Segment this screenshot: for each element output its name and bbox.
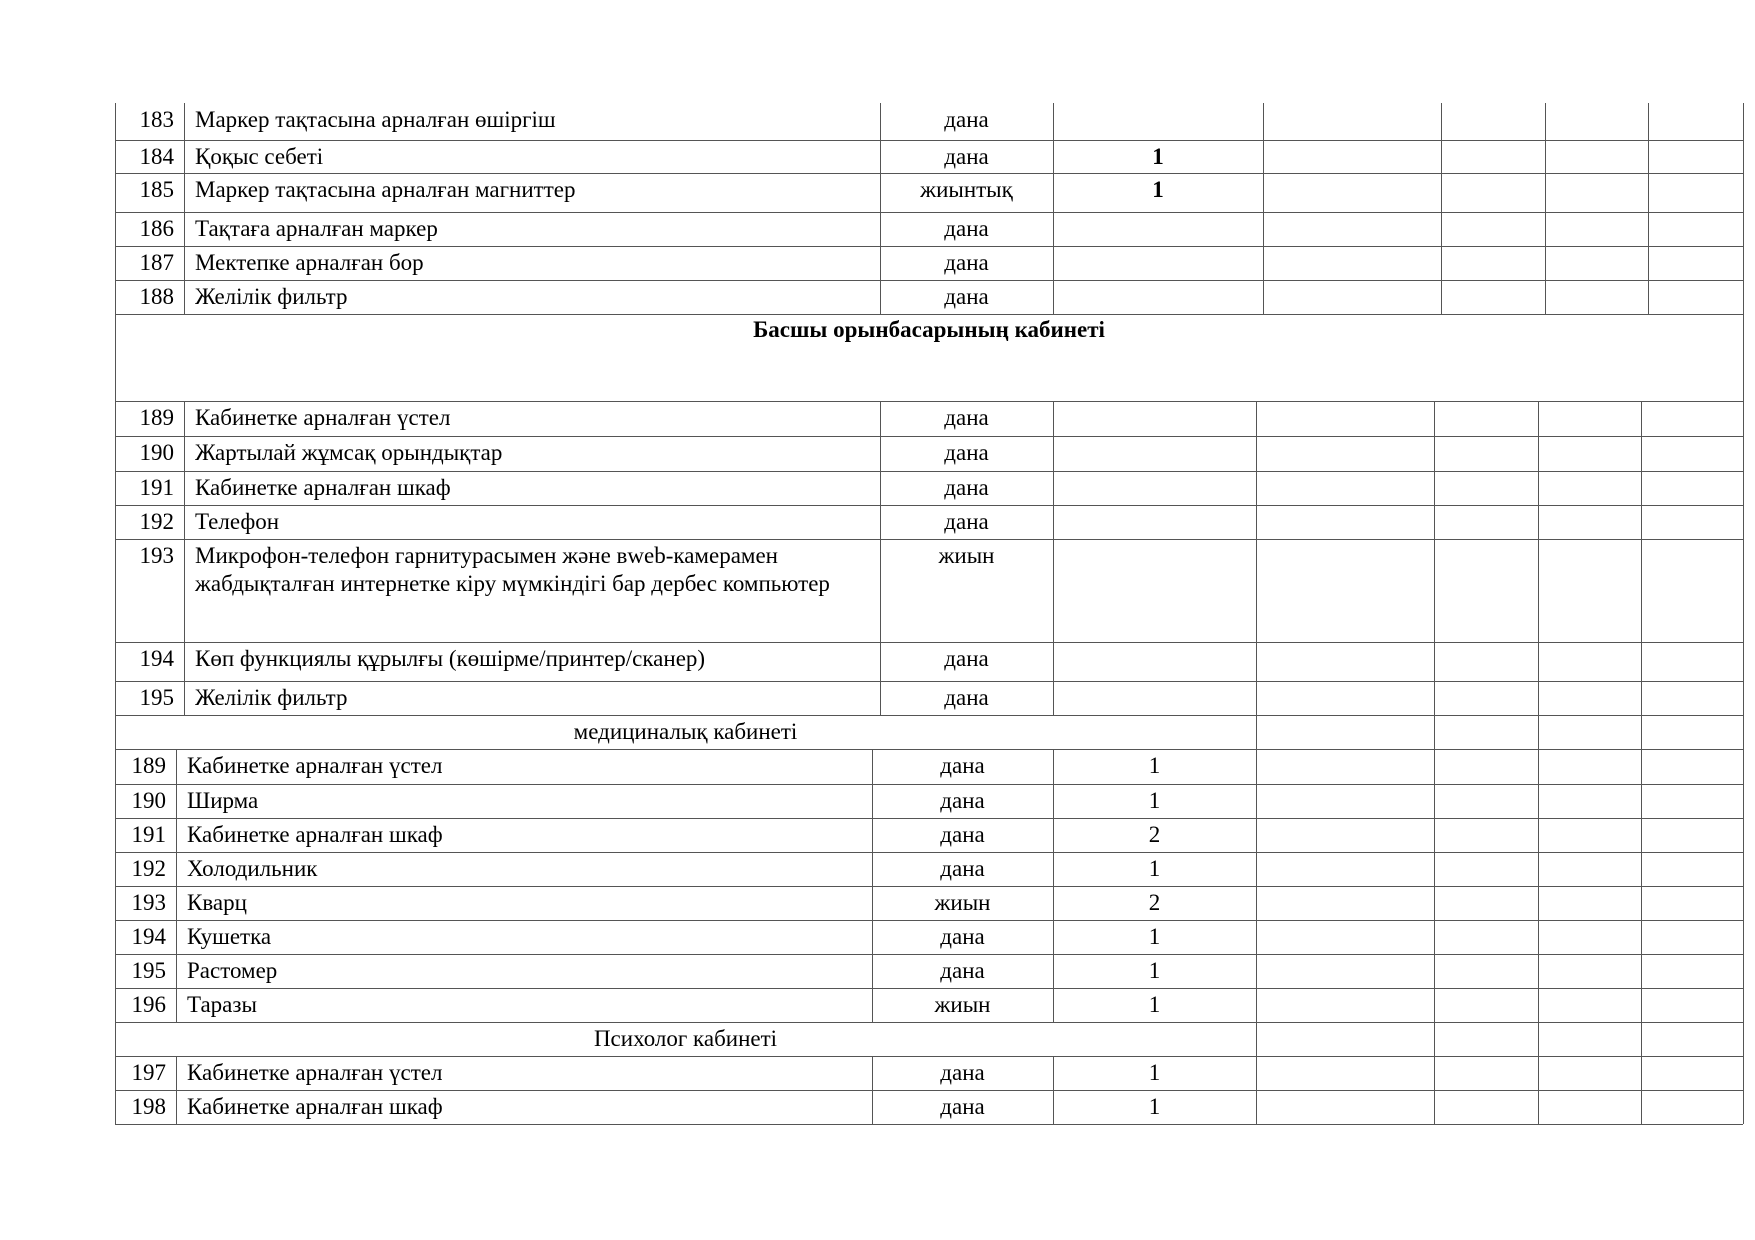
item-name: Маркер тақтасына арналған магниттер bbox=[195, 177, 576, 202]
row-number: 188 bbox=[139, 284, 174, 309]
item-name: Кабинетке арналған шкаф bbox=[195, 475, 451, 500]
unit-cell: дана bbox=[944, 475, 989, 500]
column-border bbox=[1441, 103, 1442, 314]
row-border bbox=[115, 471, 1743, 472]
column-border bbox=[1743, 749, 1744, 1022]
row-border bbox=[115, 642, 1743, 643]
row-number: 195 bbox=[131, 958, 166, 983]
item-name: Растомер bbox=[187, 958, 278, 983]
unit-cell: дана bbox=[944, 405, 989, 430]
item-name: Маркер тақтасына арналған өшіргіш bbox=[195, 107, 556, 132]
column-border bbox=[1434, 1022, 1435, 1056]
unit-cell: дана bbox=[944, 216, 989, 241]
column-border bbox=[1538, 1022, 1539, 1056]
row-number: 197 bbox=[131, 1060, 166, 1085]
unit-cell: жиын bbox=[934, 992, 991, 1017]
unit-cell: дана bbox=[944, 685, 989, 710]
item-name: Желілік фильтр bbox=[195, 284, 348, 309]
row-border bbox=[115, 886, 1743, 887]
row-border bbox=[115, 173, 1743, 174]
row-border bbox=[115, 715, 1743, 716]
row-number: 196 bbox=[131, 992, 166, 1017]
column-border bbox=[1743, 314, 1744, 401]
column-border bbox=[1538, 749, 1539, 1022]
item-name: Ширма bbox=[187, 788, 259, 813]
column-border bbox=[1053, 401, 1054, 715]
column-border bbox=[176, 749, 177, 1022]
column-border bbox=[1538, 401, 1539, 715]
row-number: 198 bbox=[131, 1094, 166, 1119]
item-name: Кушетка bbox=[187, 924, 272, 949]
unit-cell: дана bbox=[940, 856, 985, 881]
row-border bbox=[115, 784, 1743, 785]
unit-cell: дана bbox=[940, 822, 985, 847]
column-border bbox=[1641, 749, 1642, 1022]
row-border bbox=[115, 314, 1743, 315]
row-border bbox=[115, 1124, 1743, 1125]
unit-cell: дана bbox=[944, 509, 989, 534]
unit-cell: жиын bbox=[934, 890, 991, 915]
item-name: Желілік фильтр bbox=[195, 685, 348, 710]
item-name: Кабинетке арналған үстел bbox=[187, 753, 443, 778]
column-border bbox=[1256, 749, 1257, 1022]
column-border bbox=[1641, 1056, 1642, 1124]
item-name: Жартылай жұмсақ орындықтар bbox=[195, 440, 503, 465]
item-name: Микрофон-телефон гарнитурасымен және вweb-камерамен жабдықталған интернетке кіру мүмкіндігі бар дербес компьютер bbox=[195, 543, 830, 596]
row-number: 184 bbox=[139, 144, 174, 169]
unit-cell: дана bbox=[940, 1060, 985, 1085]
quantity-cell: 1 bbox=[1148, 992, 1161, 1017]
row-number: 187 bbox=[139, 250, 174, 275]
quantity-cell: 1 bbox=[1148, 958, 1161, 983]
column-border bbox=[1434, 715, 1435, 749]
row-border bbox=[115, 280, 1743, 281]
column-border bbox=[1648, 103, 1649, 314]
quantity-cell: 1 bbox=[1148, 753, 1161, 778]
row-number: 183 bbox=[139, 107, 174, 132]
item-name: Кабинетке арналған үстел bbox=[187, 1060, 443, 1085]
unit-cell: дана bbox=[940, 924, 985, 949]
item-name: Кварц bbox=[187, 890, 247, 915]
unit-cell: жиынтық bbox=[920, 177, 1013, 202]
column-border bbox=[1545, 103, 1546, 314]
row-number: 185 bbox=[139, 177, 174, 202]
column-border bbox=[1053, 103, 1054, 314]
item-name: Телефон bbox=[195, 509, 280, 534]
row-number: 194 bbox=[131, 924, 166, 949]
row-border bbox=[115, 436, 1743, 437]
unit-cell: дана bbox=[944, 440, 989, 465]
column-border bbox=[1538, 1056, 1539, 1124]
column-border bbox=[184, 103, 185, 314]
column-border bbox=[1641, 401, 1642, 715]
row-number: 193 bbox=[131, 890, 166, 915]
column-border bbox=[176, 1056, 177, 1124]
column-border bbox=[184, 401, 185, 715]
column-border bbox=[1434, 749, 1435, 1022]
column-border bbox=[1641, 1022, 1642, 1056]
quantity-cell: 1 bbox=[1148, 1060, 1161, 1085]
item-name: Мектепке арналған бор bbox=[195, 250, 424, 275]
quantity-cell: 1 bbox=[1152, 177, 1164, 202]
row-border bbox=[115, 1090, 1743, 1091]
row-number: 194 bbox=[139, 646, 174, 671]
row-number: 191 bbox=[131, 822, 166, 847]
row-border bbox=[115, 852, 1743, 853]
row-number: 189 bbox=[139, 405, 174, 430]
column-border bbox=[1256, 401, 1257, 715]
row-border bbox=[115, 401, 1743, 402]
item-name: Көп функциялы құрылғы (көшірме/принтер/сканер) bbox=[195, 646, 706, 671]
column-border bbox=[1256, 1056, 1257, 1124]
quantity-cell: 2 bbox=[1148, 822, 1161, 847]
row-number: 189 bbox=[131, 753, 166, 778]
item-name: Қоқыс себеті bbox=[195, 144, 324, 169]
column-border bbox=[1641, 715, 1642, 749]
quantity-cell: 1 bbox=[1152, 144, 1164, 169]
section-title: Басшы орынбасарының кабинеті bbox=[753, 317, 1105, 342]
column-border bbox=[1743, 1056, 1744, 1124]
unit-cell: дана bbox=[944, 284, 989, 309]
unit-cell: дана bbox=[944, 144, 989, 169]
section-title: медициналық кабинеті bbox=[573, 719, 798, 744]
column-border bbox=[1434, 401, 1435, 715]
item-name: Таразы bbox=[187, 992, 257, 1017]
column-border bbox=[1256, 1022, 1257, 1056]
item-name: Тақтаға арналған маркер bbox=[195, 216, 438, 241]
row-border bbox=[115, 749, 1743, 750]
unit-cell: дана bbox=[940, 788, 985, 813]
unit-cell: дана bbox=[940, 958, 985, 983]
quantity-cell: 2 bbox=[1148, 890, 1161, 915]
unit-cell: дана bbox=[944, 107, 989, 132]
section-title: Психолог кабинеті bbox=[593, 1026, 778, 1051]
row-number: 186 bbox=[139, 216, 174, 241]
column-border bbox=[1434, 1056, 1435, 1124]
row-border bbox=[115, 818, 1743, 819]
row-border bbox=[115, 246, 1743, 247]
row-number: 193 bbox=[139, 543, 174, 568]
item-name: Кабинетке арналған шкаф bbox=[187, 822, 443, 847]
column-border bbox=[1743, 1022, 1744, 1056]
quantity-cell: 1 bbox=[1148, 788, 1161, 813]
row-number: 192 bbox=[131, 856, 166, 881]
row-border bbox=[115, 1022, 1743, 1023]
row-border bbox=[115, 954, 1743, 955]
row-border bbox=[115, 140, 1743, 141]
row-border bbox=[115, 505, 1743, 506]
row-number: 195 bbox=[139, 685, 174, 710]
unit-cell: дана bbox=[940, 753, 985, 778]
column-border bbox=[1743, 103, 1744, 314]
row-border bbox=[115, 1056, 1743, 1057]
row-border bbox=[115, 920, 1743, 921]
column-border bbox=[1263, 103, 1264, 314]
column-border bbox=[1538, 715, 1539, 749]
column-border bbox=[1743, 401, 1744, 715]
row-border bbox=[115, 681, 1743, 682]
quantity-cell: 1 bbox=[1148, 856, 1161, 881]
unit-cell: дана bbox=[944, 646, 989, 671]
item-name: Кабинетке арналған шкаф bbox=[187, 1094, 443, 1119]
quantity-cell: 1 bbox=[1148, 924, 1161, 949]
row-number: 191 bbox=[139, 475, 174, 500]
row-number: 192 bbox=[139, 509, 174, 534]
row-border bbox=[115, 212, 1743, 213]
row-number: 190 bbox=[139, 440, 174, 465]
unit-cell: дана bbox=[940, 1094, 985, 1119]
row-number: 190 bbox=[131, 788, 166, 813]
quantity-cell: 1 bbox=[1148, 1094, 1161, 1119]
item-name: Кабинетке арналған үстел bbox=[195, 405, 451, 430]
row-border bbox=[115, 988, 1743, 989]
unit-cell: жиын bbox=[938, 543, 995, 568]
item-name: Холодильник bbox=[187, 856, 318, 881]
column-border bbox=[1743, 715, 1744, 749]
row-border bbox=[115, 539, 1743, 540]
unit-cell: дана bbox=[944, 250, 989, 275]
column-border bbox=[1256, 715, 1257, 749]
